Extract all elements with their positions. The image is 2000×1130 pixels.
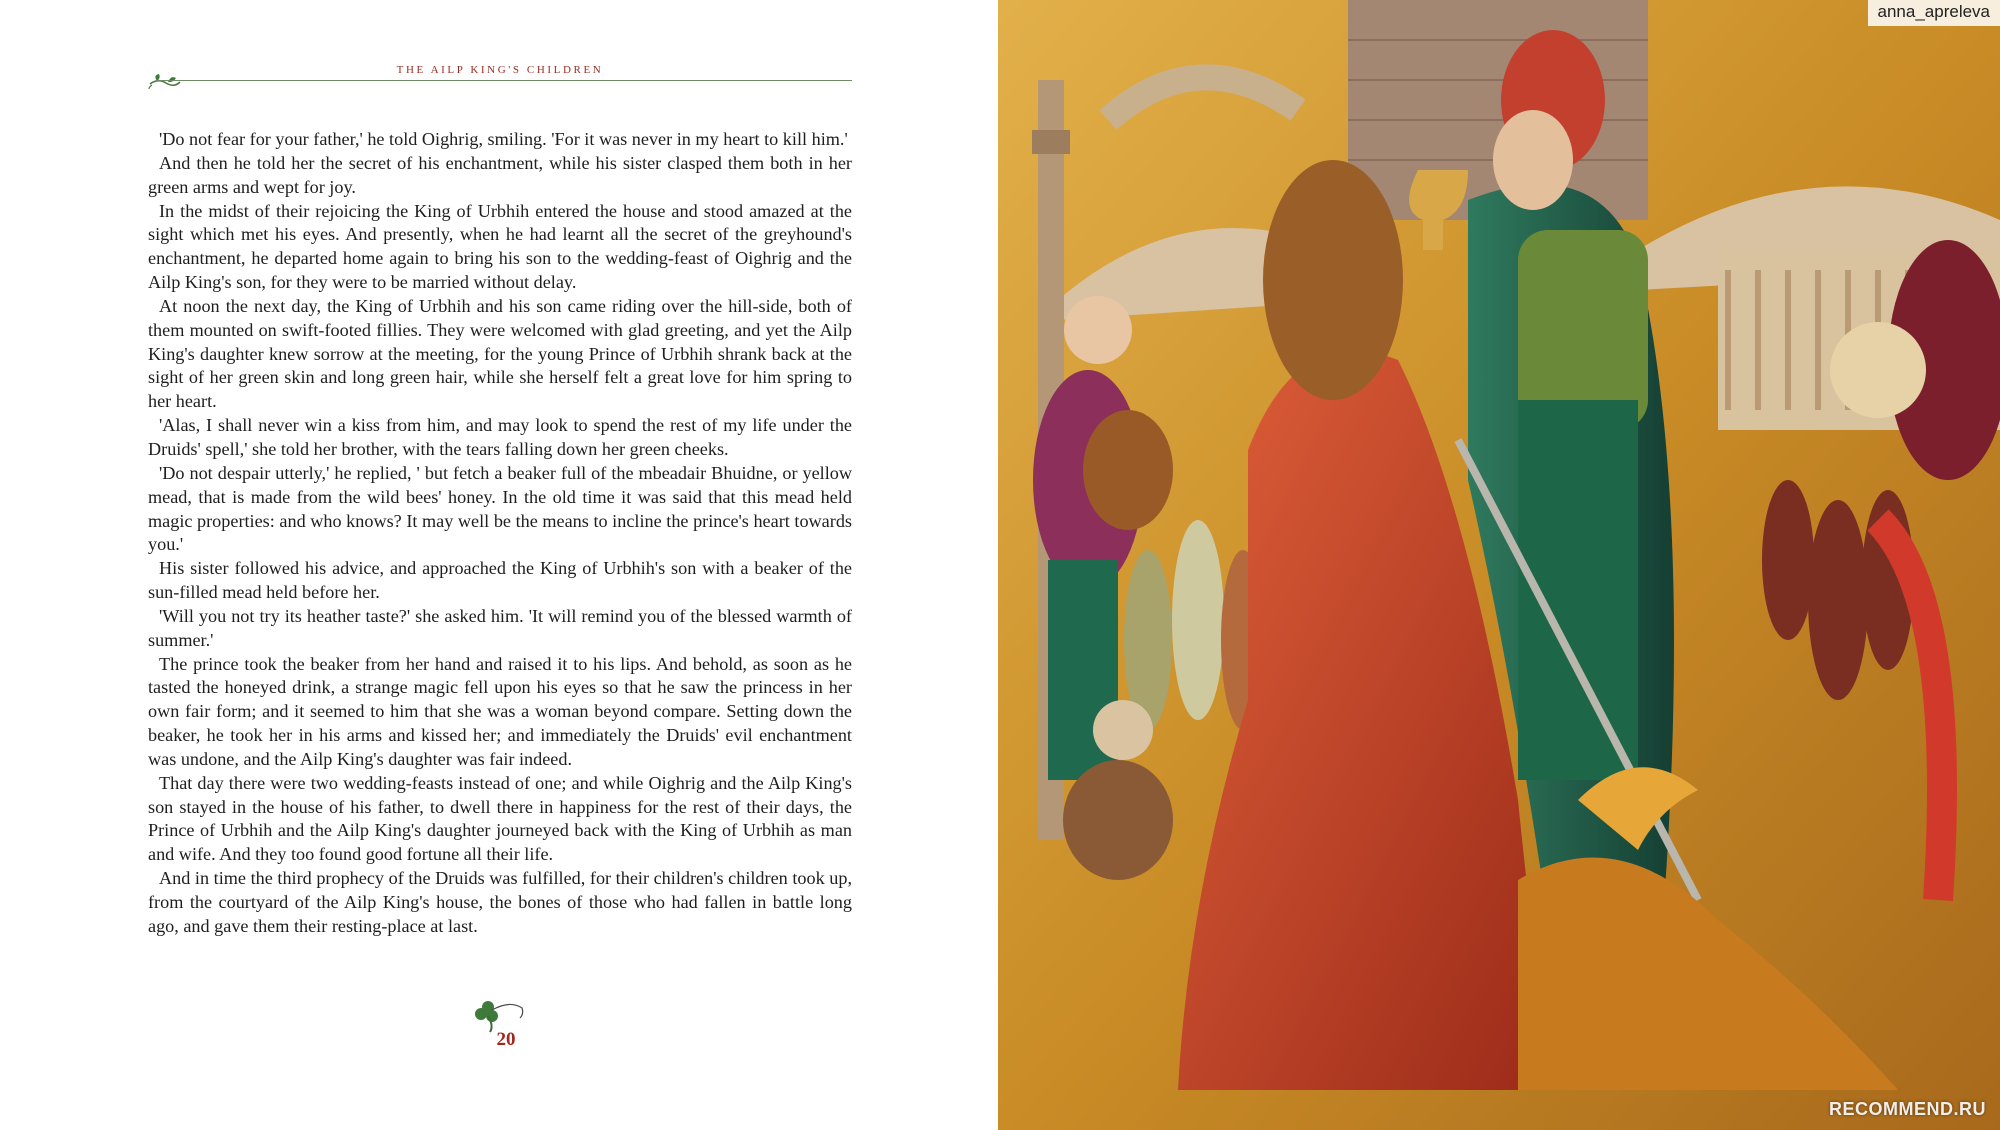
page-number: 20 xyxy=(496,1029,516,1050)
watermark-site: RECOMMEND.RU xyxy=(1829,1099,1986,1119)
page-folio xyxy=(466,998,546,1054)
story-text xyxy=(148,128,852,939)
watermark-username: anna_apreleva xyxy=(1868,0,2000,26)
text-page xyxy=(0,0,998,1130)
paragraph: 'Do not despair utterly,' he replied, ' but fetch a beaker full of the mbeadair Bhuidne, or yellow mead, that is made from the wild bees' honey. In the old time it was said that this mead held magic properties: and who knows? It may well be the means to incline the prince's heart towards you.' xyxy=(148,462,852,555)
paragraph: 'Do not fear for your father,' he told Oighrig, smiling. 'For it was never in my heart to kill him.' xyxy=(159,129,848,149)
paragraph: His sister followed his advice, and approached the King of Urbhih's son with a beaker of the sun-filled mead held before her. xyxy=(148,558,852,603)
paragraph: 'Will you not try its heather taste?' she asked him. 'It will remind you of the blessed warmth of summer.' xyxy=(148,605,852,650)
paragraph: 'Alas, I shall never win a kiss from him, and may look to spend the rest of my life under the Druids' spell,' she told her brother, with the tears falling down her green cheeks. xyxy=(148,415,852,459)
running-head-title: THE AILP KING'S CHILDREN xyxy=(396,64,604,76)
running-head xyxy=(148,58,852,88)
paragraph: And in time the third prophecy of the Druids was fulfilled, for their children's children took up, from the courtyard of the Ailp King's house, the bones of those who had fallen in battle long ago, and gave them their resting-place at last. xyxy=(148,868,852,936)
paragraph: The prince took the beaker from her hand and raised it to his lips. And behold, as soon as he tasted the honeyed drink, a strange magic fell upon his eyes so that he saw the princess in her own fair form; and it seemed to him that she was a woman beyond compare. Setting down the beaker, he took her in his arms and kissed her; and immediately the Druids' evil enchantment was undone, and the Ailp King's daughter was fair indeed. xyxy=(148,653,852,769)
paragraph: That day there were two wedding-feasts instead of one; and while Oighrig and the Ailp King's son stayed in the house of his father, to dwell there in happiness for the rest of their days, the Prince of Urbhih and the Ailp King's daughter journeyed back with the King of Urbhih as man and wife. And they too found good fortune all their life. xyxy=(148,772,852,865)
running-head-rule xyxy=(156,80,852,81)
paragraph: And then he told her the secret of his enchantment, while his sister clasped them both in her green arms and wept for joy. xyxy=(148,152,852,197)
wedding-scene-illustration xyxy=(998,0,2000,1130)
paragraph: At noon the next day, the King of Urbhih and his son came riding over the hill-side, both of them mounted on swift-footed fillies. They were welcomed with glad greeting, and yet the Ailp King's daughter knew sorrow at the meeting, for the young Prince of Urbhih shrank back at the sight of her green skin and long green hair, while she herself felt a great love for him spring to her heart. xyxy=(148,295,852,412)
illustration xyxy=(998,0,2000,1130)
paragraph: In the midst of their rejoicing the King of Urbhih entered the house and stood amazed at the sight which met his eyes. And presently, when he had learnt all the secret of the greyhound's enchantment, he departed home again to bring his son to the wedding-feast of Oighrig and the Ailp King's son, for they were to be married without delay. xyxy=(148,200,852,293)
